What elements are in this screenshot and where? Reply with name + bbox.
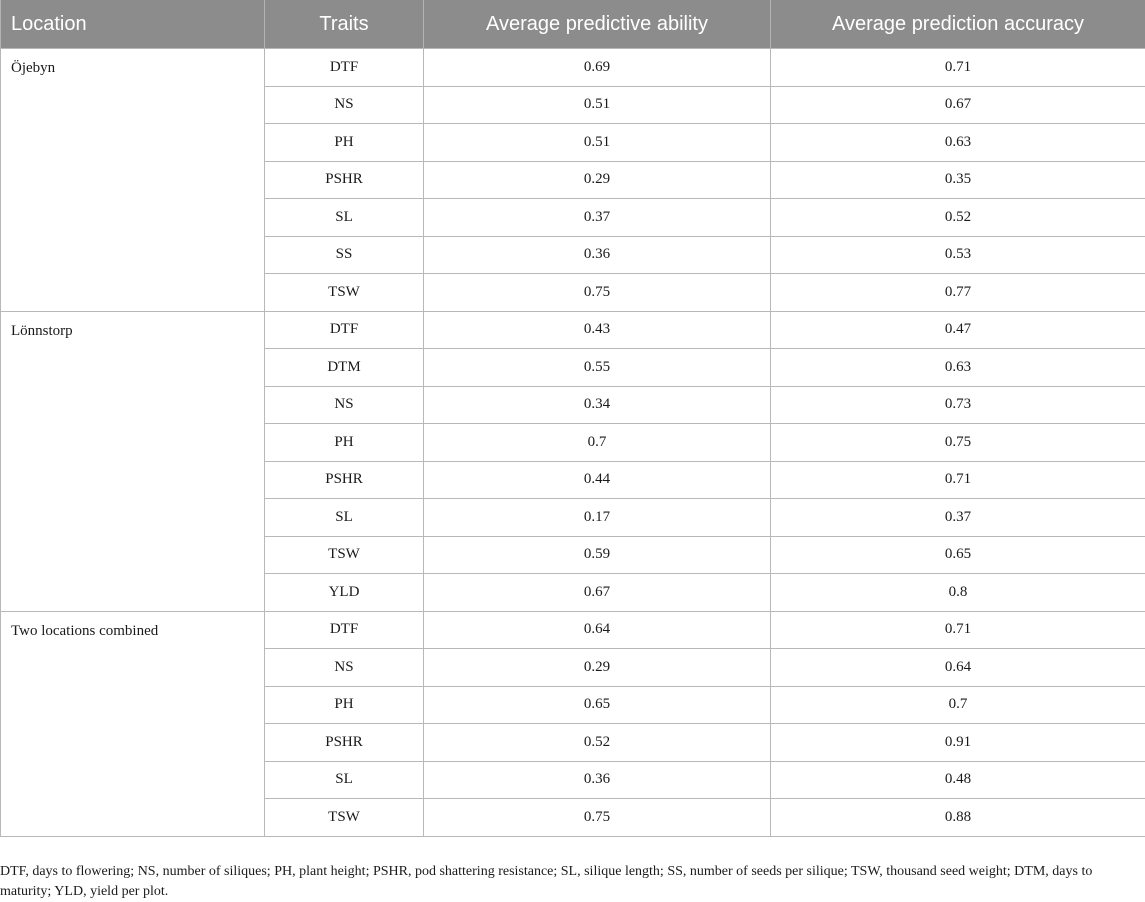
trait-cell: TSW	[265, 274, 424, 312]
prediction-accuracy-cell: 0.91	[771, 724, 1145, 762]
location-cell: Öjebyn	[1, 49, 265, 312]
predictive-ability-cell: 0.75	[424, 799, 771, 837]
trait-cell: YLD	[265, 574, 424, 612]
header-traits: Traits	[265, 0, 424, 49]
trait-cell: SL	[265, 199, 424, 237]
trait-cell: TSW	[265, 799, 424, 837]
trait-cell: SS	[265, 236, 424, 274]
prediction-accuracy-cell: 0.71	[771, 461, 1145, 499]
predictive-ability-cell: 0.69	[424, 49, 771, 87]
trait-cell: DTF	[265, 311, 424, 349]
trait-cell: NS	[265, 649, 424, 687]
trait-cell: TSW	[265, 536, 424, 574]
prediction-accuracy-cell: 0.88	[771, 799, 1145, 837]
trait-cell: PH	[265, 686, 424, 724]
predictive-ability-cell: 0.37	[424, 199, 771, 237]
predictive-ability-cell: 0.29	[424, 649, 771, 687]
trait-cell: PSHR	[265, 461, 424, 499]
prediction-accuracy-cell: 0.71	[771, 49, 1145, 87]
table-row	[1, 311, 1145, 349]
prediction-accuracy-cell: 0.71	[771, 611, 1145, 649]
predictive-ability-cell: 0.44	[424, 461, 771, 499]
header-row	[1, 0, 1145, 49]
predictive-ability-cell: 0.17	[424, 499, 771, 537]
table-header	[1, 0, 1145, 49]
prediction-accuracy-cell: 0.65	[771, 536, 1145, 574]
prediction-accuracy-cell: 0.37	[771, 499, 1145, 537]
prediction-accuracy-cell: 0.8	[771, 574, 1145, 612]
footnote-line-1: DTF, days to flowering; NS, number of siliques; PH, plant height; PSHR, pod shattering resistance; SL, silique length; SS, number of seeds per silique; TSW, thousand seed weight; DTM, days to	[0, 862, 1140, 882]
predictive-ability-cell: 0.34	[424, 386, 771, 424]
predictive-ability-cell: 0.29	[424, 161, 771, 199]
trait-cell: DTF	[265, 611, 424, 649]
predictive-ability-cell: 0.36	[424, 761, 771, 799]
header-predictive-ability: Average predictive ability	[424, 0, 771, 49]
predictive-ability-cell: 0.55	[424, 349, 771, 387]
predictive-ability-cell: 0.51	[424, 86, 771, 124]
trait-cell: PSHR	[265, 161, 424, 199]
predictive-ability-cell: 0.43	[424, 311, 771, 349]
prediction-accuracy-cell: 0.48	[771, 761, 1145, 799]
trait-cell: NS	[265, 86, 424, 124]
predictive-ability-cell: 0.65	[424, 686, 771, 724]
prediction-accuracy-cell: 0.53	[771, 236, 1145, 274]
predictive-ability-cell: 0.36	[424, 236, 771, 274]
table-body	[1, 49, 1145, 837]
prediction-accuracy-cell: 0.67	[771, 86, 1145, 124]
location-cell: Lönnstorp	[1, 311, 265, 611]
prediction-accuracy-cell: 0.7	[771, 686, 1145, 724]
prediction-accuracy-cell: 0.73	[771, 386, 1145, 424]
predictive-ability-cell: 0.52	[424, 724, 771, 762]
trait-cell: PSHR	[265, 724, 424, 762]
table-row	[1, 49, 1145, 87]
trait-cell: DTM	[265, 349, 424, 387]
header-prediction-accuracy: Average prediction accuracy	[771, 0, 1145, 49]
trait-cell: SL	[265, 761, 424, 799]
prediction-accuracy-cell: 0.64	[771, 649, 1145, 687]
table-footnote	[0, 862, 1140, 902]
trait-cell: PH	[265, 124, 424, 162]
header-location: Location	[1, 0, 265, 49]
location-cell: Two locations combined	[1, 611, 265, 836]
predictive-ability-cell: 0.64	[424, 611, 771, 649]
trait-cell: SL	[265, 499, 424, 537]
footnote-line-2: maturity; YLD, yield per plot.	[0, 882, 1140, 902]
trait-cell: NS	[265, 386, 424, 424]
predictive-ability-cell: 0.75	[424, 274, 771, 312]
trait-cell: PH	[265, 424, 424, 462]
prediction-accuracy-cell: 0.35	[771, 161, 1145, 199]
table-row	[1, 611, 1145, 649]
prediction-accuracy-cell: 0.63	[771, 124, 1145, 162]
predictive-ability-cell: 0.67	[424, 574, 771, 612]
prediction-accuracy-cell: 0.52	[771, 199, 1145, 237]
prediction-accuracy-cell: 0.63	[771, 349, 1145, 387]
prediction-accuracy-cell: 0.47	[771, 311, 1145, 349]
trait-cell: DTF	[265, 49, 424, 87]
prediction-accuracy-cell: 0.77	[771, 274, 1145, 312]
predictive-ability-cell: 0.51	[424, 124, 771, 162]
prediction-accuracy-cell: 0.75	[771, 424, 1145, 462]
predictive-ability-cell: 0.7	[424, 424, 771, 462]
predictive-ability-cell: 0.59	[424, 536, 771, 574]
